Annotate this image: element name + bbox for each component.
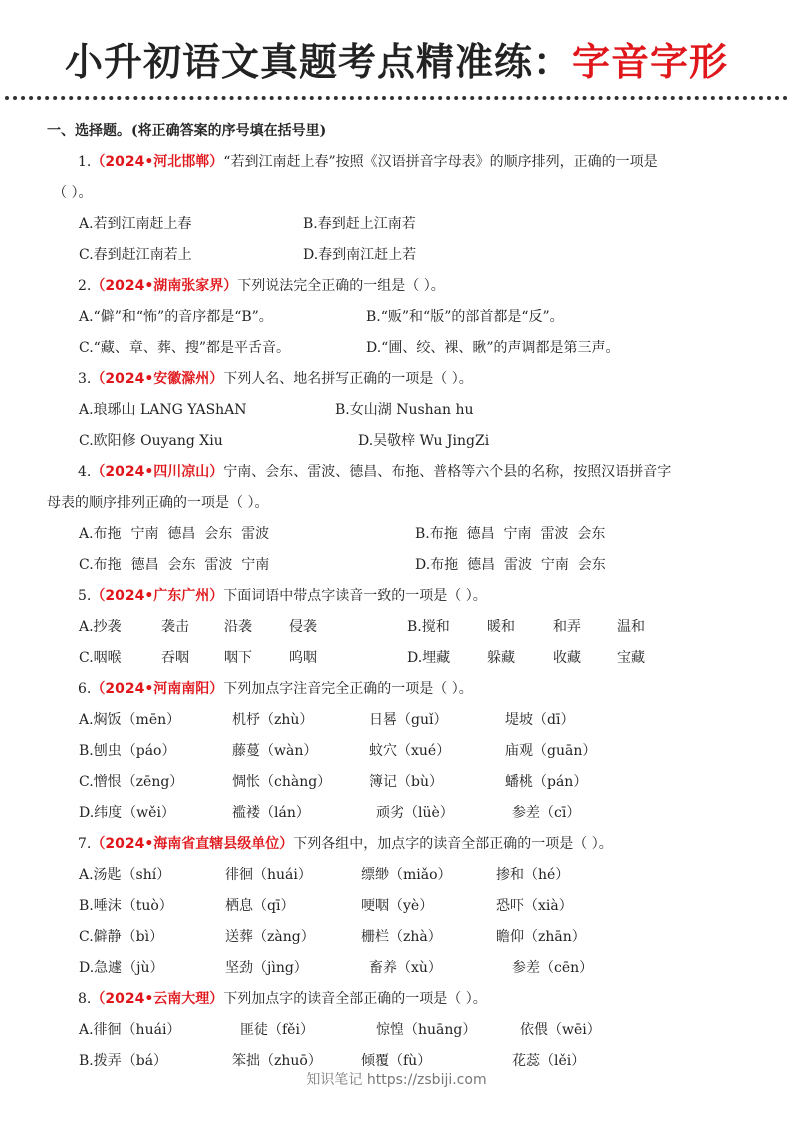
- option[interactable]: B.女山湖 Nushan hu: [335, 402, 474, 418]
- word: 庙观（guān）: [505, 743, 597, 759]
- option[interactable]: B.搅和: [407, 619, 450, 635]
- question-8-stem: 8.（2024•云南大理）下列加点字的读音全部正确的一项是（ ）。: [78, 991, 487, 1007]
- word: 收藏: [553, 650, 581, 666]
- word: 堤坡（dī）: [505, 712, 575, 728]
- question-5-options-row1: [0, 612, 793, 643]
- option[interactable]: A.“僻”和“怖”的音序都是“B”。: [79, 309, 273, 325]
- question-list: [0, 116, 793, 1077]
- option[interactable]: C.布拖 德昌 会东 雷波 宁南: [79, 557, 270, 573]
- word: 掺和（hé）: [496, 867, 570, 883]
- source-tag: （2024•河南南阳）: [91, 681, 224, 697]
- question-6-option-b: [0, 736, 793, 767]
- option[interactable]: B.布拖 德昌 宁南 雷波 会东: [415, 526, 606, 542]
- option[interactable]: A.徘徊（huái）: [79, 1022, 181, 1038]
- question-5-options-row2: [0, 643, 793, 674]
- word: 依偎（wēi）: [520, 1022, 601, 1038]
- option[interactable]: D.纬度（wěi）: [79, 805, 175, 821]
- word: 参差（cēn）: [512, 960, 594, 976]
- source-tag: （2024•安徽滁州）: [91, 371, 224, 387]
- word: 徘徊（huái）: [225, 867, 312, 883]
- option[interactable]: D.“圃、绞、裸、瞅”的声调都是第三声。: [366, 340, 620, 356]
- question-6-option-a: [0, 705, 793, 736]
- option[interactable]: C.“藏、章、葬、搜”都是平舌音。: [79, 340, 290, 356]
- word: 倾覆（fù）: [361, 1053, 432, 1069]
- word: 机杼（zhù）: [232, 712, 314, 728]
- word: 畜养（xù）: [369, 960, 442, 976]
- word: 惆怅（chàng）: [232, 774, 332, 790]
- question-2-options-row2: [0, 333, 793, 364]
- option[interactable]: C.咽喉: [79, 650, 122, 666]
- section-heading: 一、选择题。(将正确答案的序号填在括号里): [47, 123, 327, 139]
- option[interactable]: B.拨弄（bá）: [79, 1053, 168, 1069]
- title-highlight: 字音字形: [572, 40, 729, 84]
- option[interactable]: C.憎恨（zēng）: [79, 774, 184, 790]
- word: 缥缈（miǎo）: [361, 867, 452, 883]
- word: 簿记（bù）: [369, 774, 443, 790]
- word: 栖息（qī）: [225, 898, 295, 914]
- word: 匪徒（fěi）: [240, 1022, 314, 1038]
- word: 沿袭: [224, 619, 252, 635]
- word: 哽咽（yè）: [361, 898, 434, 914]
- question-4-options-row1: [0, 519, 793, 550]
- question-1-stem-cont: （ ）。: [53, 185, 93, 201]
- question-5-stem: 5.（2024•广东广州）下面词语中带点字读音一致的一项是（ ）。: [78, 588, 487, 604]
- word: 栅栏（zhà）: [361, 929, 442, 945]
- option[interactable]: A.焖饭（mēn）: [79, 712, 181, 728]
- question-7-stem: 7.（2024•海南省直辖县级单位）下列各组中，加点字的读音全部正确的一项是（ ）。: [78, 836, 613, 852]
- watermark-footer: 知识笔记 https://zsbiji.com: [306, 1072, 487, 1088]
- question-1-options-row1: [0, 209, 793, 240]
- question-7-option-c: [0, 922, 793, 953]
- word: 送葬（zàng）: [225, 929, 315, 945]
- word: 暖和: [487, 619, 515, 635]
- option[interactable]: D.吴敬梓 Wu JingZi: [358, 433, 490, 449]
- word: 蚊穴（xué）: [369, 743, 451, 759]
- word: 惊惶（huāng）: [376, 1022, 477, 1038]
- question-3-stem: 3.（2024•安徽滁州）下列人名、地名拼写正确的一项是（ ）。: [78, 371, 473, 387]
- word: 顽劣（lüè）: [376, 805, 454, 821]
- option[interactable]: C.欧阳修 Ouyang Xiu: [79, 433, 223, 449]
- option[interactable]: A.抄袭: [79, 619, 122, 635]
- word: 笨拙（zhuō）: [232, 1053, 322, 1069]
- source-tag: （2024•河北邯郸）: [91, 154, 224, 170]
- word: 花蕊（lěi）: [512, 1053, 586, 1069]
- word: 温和: [617, 619, 645, 635]
- source-tag: （2024•广东广州）: [91, 588, 224, 604]
- word: 瞻仰（zhān）: [496, 929, 586, 945]
- question-6-option-d: [0, 798, 793, 829]
- question-6-stem: 6.（2024•河南南阳）下列加点字注音完全正确的一项是（ ）。: [78, 681, 473, 697]
- option[interactable]: D.布拖 德昌 雷波 宁南 会东: [415, 557, 606, 573]
- word: 吞咽: [161, 650, 189, 666]
- question-2-options-row1: [0, 302, 793, 333]
- word: 恐吓（xià）: [496, 898, 573, 914]
- option[interactable]: C.春到赶江南若上: [79, 247, 192, 263]
- option[interactable]: A.琅琊山 LANG YAShAN: [79, 402, 247, 418]
- word: 日晷（guǐ）: [369, 712, 448, 728]
- question-1-options-row2: [0, 240, 793, 271]
- title-main: 小升初语文真题考点精准练：: [64, 40, 572, 84]
- question-4-options-row2: [0, 550, 793, 581]
- word: 袭击: [161, 619, 189, 635]
- option[interactable]: A.若到江南赶上春: [79, 216, 192, 232]
- option[interactable]: D.埋藏: [407, 650, 451, 666]
- question-7-option-b: [0, 891, 793, 922]
- source-tag: （2024•湖南张家界）: [91, 278, 238, 294]
- question-4-stem-cont: 母表的顺序排列正确的一项是（ ）。: [47, 495, 269, 511]
- question-3-options-row1: [0, 395, 793, 426]
- word: 坚劲（jìng）: [225, 960, 308, 976]
- option[interactable]: A.布拖 宁南 德昌 会东 雷波: [79, 526, 270, 542]
- word: 躲藏: [487, 650, 515, 666]
- word: 侵袭: [289, 619, 317, 635]
- question-3-options-row2: [0, 426, 793, 457]
- option[interactable]: B.刨虫（páo）: [79, 743, 176, 759]
- source-tag: （2024•四川凉山）: [91, 464, 224, 480]
- option[interactable]: B.春到赶上江南若: [303, 216, 416, 232]
- option[interactable]: B.唾沫（tuò）: [79, 898, 173, 914]
- option[interactable]: A.汤匙（shí）: [79, 867, 171, 883]
- question-4-stem: 4.（2024•四川凉山）宁南、会东、雷波、德昌、布拖、普格等六个县的名称，按照汉语拼音字: [78, 464, 672, 480]
- option[interactable]: C.僻静（bì）: [79, 929, 164, 945]
- word: 咽下: [224, 650, 252, 666]
- option[interactable]: B.“贩”和“版”的部首都是“反”。: [366, 309, 564, 325]
- question-7-option-a: [0, 860, 793, 891]
- word: 藤蔓（wàn）: [232, 743, 318, 759]
- option[interactable]: D.春到南江赶上若: [303, 247, 417, 263]
- question-8-option-a: [0, 1015, 793, 1046]
- source-tag: （2024•云南大理）: [91, 991, 224, 1007]
- word: 宝藏: [617, 650, 645, 666]
- source-tag: （2024•海南省直辖县级单位）: [91, 836, 294, 852]
- word: 呜咽: [289, 650, 317, 666]
- word: 褴褛（lán）: [232, 805, 310, 821]
- question-1-stem: 1.（2024•河北邯郸）“若到江南赶上春”按照《汉语拼音字母表》的顺序排列，正确的一项是: [78, 154, 658, 170]
- word: 蟠桃（pán）: [505, 774, 588, 790]
- word: 和弄: [553, 619, 581, 635]
- option[interactable]: D.急遽（jù）: [79, 960, 164, 976]
- question-7-option-d: [0, 953, 793, 984]
- question-2-stem: 2.（2024•湖南张家界）下列说法完全正确的一组是（ ）。: [78, 278, 445, 294]
- page-title: [0, 34, 793, 90]
- question-6-option-c: [0, 767, 793, 798]
- dotted-divider: [5, 96, 788, 100]
- word: 参差（cī）: [512, 805, 581, 821]
